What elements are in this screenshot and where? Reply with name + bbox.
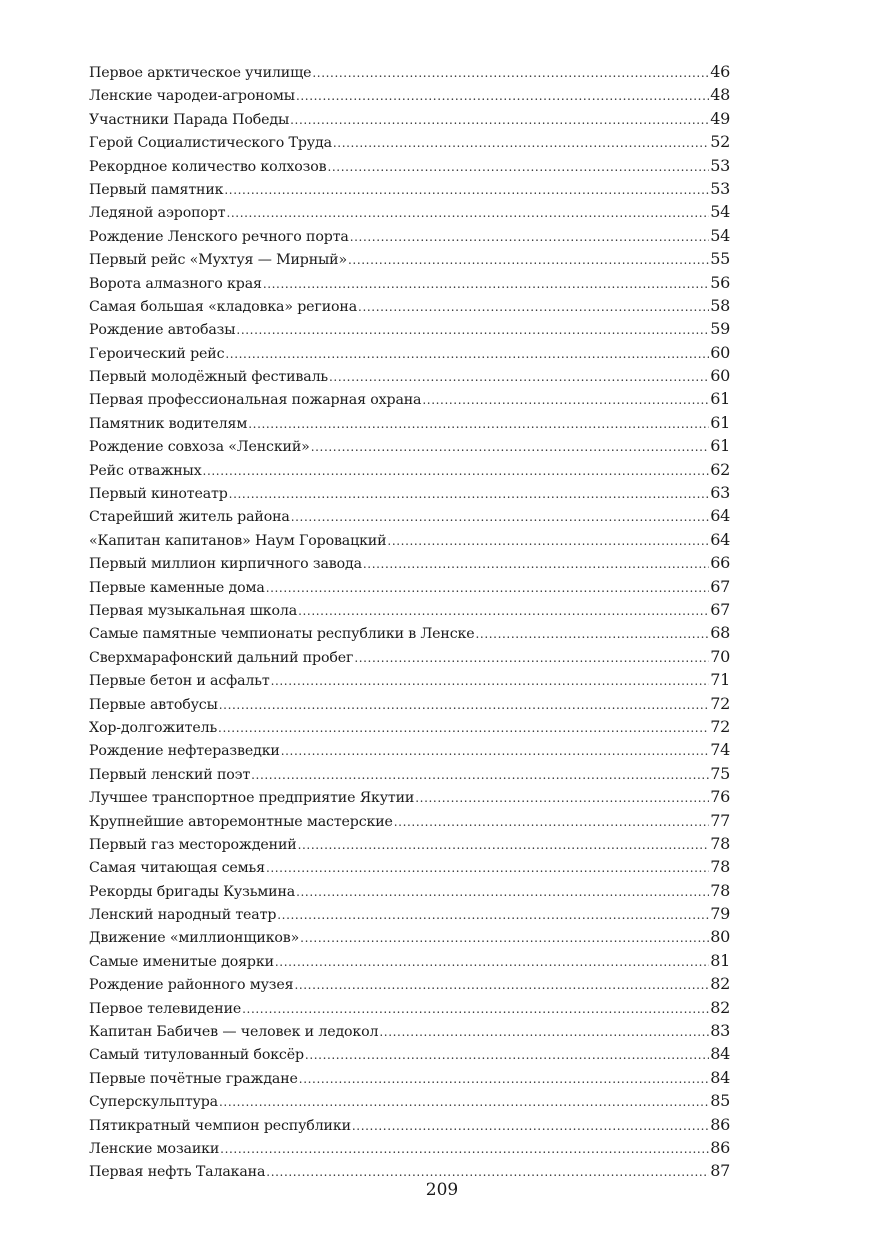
toc-dot-leader (226, 202, 709, 225)
toc-entry-page: 54 (710, 225, 730, 245)
toc-entry-title: Героический рейс (89, 345, 225, 362)
toc-entry-page: 53 (710, 155, 730, 175)
toc-entry (89, 364, 730, 387)
toc-entry-page: 61 (710, 389, 730, 409)
toc-entry-title: Рекорды бригады Кузьмина (89, 883, 296, 900)
toc-entry-page: 86 (710, 1137, 730, 1157)
toc-entry (89, 317, 730, 340)
toc-entry-title: Рейс отважных (89, 462, 202, 479)
toc-dot-leader (358, 296, 709, 319)
toc-entry-title: Ленские чародеи-агрономы (89, 88, 295, 105)
toc-dot-leader (298, 600, 709, 623)
toc-entry-page: 54 (710, 202, 730, 222)
toc-entry (89, 107, 730, 130)
toc-entry-title: Первая профессиональная пожарная охрана (89, 392, 422, 409)
toc-dot-leader (299, 1068, 709, 1091)
toc-entry-page: 75 (710, 763, 730, 783)
toc-entry-title: Капитан Бабичев — человек и ледокол (89, 1024, 379, 1041)
toc-dot-leader (266, 577, 710, 600)
toc-entry-page: 46 (710, 62, 730, 81)
toc-entry-title: Рождение районного музея (89, 977, 294, 994)
toc-entry-page: 63 (710, 483, 730, 503)
toc-entry (89, 949, 730, 972)
toc-dot-leader (298, 834, 710, 857)
toc-entry (89, 762, 730, 785)
toc-entry (89, 224, 730, 247)
toc-dot-leader (248, 413, 709, 436)
toc-entry-page: 58 (710, 295, 730, 315)
toc-entry-page: 64 (710, 529, 730, 549)
toc-entry-title: Рождение автобазы (89, 322, 236, 339)
toc-entry (89, 177, 730, 200)
toc-entry-page: 60 (710, 366, 730, 386)
toc-entry-title: Хор-долгожитель (89, 719, 218, 736)
toc-entry-page: 64 (710, 506, 730, 526)
toc-entry-title: Сверхмарафонский дальний пробег (89, 649, 354, 666)
toc-entry (89, 738, 730, 761)
toc-entry-title: Рекордное количество колхозов (89, 158, 327, 175)
toc-dot-leader (394, 811, 709, 834)
toc-entry (89, 1019, 730, 1042)
toc-entry-title: Первый газ месторождений (89, 836, 297, 853)
toc-entry-page: 55 (710, 249, 730, 269)
toc-entry-page: 77 (710, 810, 730, 830)
toc-entry-page: 84 (710, 1067, 730, 1087)
toc-dot-leader (242, 998, 709, 1021)
toc-dot-leader (294, 974, 709, 997)
toc-dot-leader (296, 881, 709, 904)
toc-entry (89, 458, 730, 481)
toc-entry (89, 645, 730, 668)
toc-dot-leader (281, 740, 710, 763)
toc-entry (89, 271, 730, 294)
toc-entry-page: 61 (710, 412, 730, 432)
toc-dot-leader (422, 389, 709, 412)
toc-entry-page: 82 (710, 997, 730, 1017)
toc-entry (89, 1136, 730, 1159)
toc-entry-page: 66 (710, 553, 730, 573)
toc-entry (89, 130, 730, 153)
toc-dot-leader (218, 717, 709, 740)
toc-entry-title: Ленский народный театр (89, 907, 277, 924)
toc-entry-page: 60 (710, 342, 730, 362)
toc-dot-leader (363, 553, 709, 576)
toc-dot-leader (387, 530, 709, 553)
toc-dot-leader (348, 249, 709, 272)
toc-entry (89, 832, 730, 855)
toc-dot-leader (415, 787, 709, 810)
toc-entry-title: Первые автобусы (89, 696, 218, 713)
toc-entry (89, 1042, 730, 1065)
toc-entry-title: Лучшее транспортное предприятие Якутии (89, 790, 415, 807)
toc-entry-page: 72 (710, 716, 730, 736)
toc-dot-leader (203, 460, 710, 483)
toc-entry (89, 551, 730, 574)
toc-entry-title: Первые каменные дома (89, 579, 265, 596)
toc-entry-page: 82 (710, 974, 730, 994)
toc-entry-page: 78 (710, 880, 730, 900)
toc-dot-leader (476, 623, 710, 646)
toc-entry-page: 48 (710, 85, 730, 105)
toc-entry-page: 67 (710, 599, 730, 619)
toc-entry (89, 434, 730, 457)
toc-dot-leader (305, 1044, 709, 1067)
toc-entry (89, 528, 730, 551)
toc-entry-title: Самые памятные чемпионаты республики в Ленске (89, 626, 475, 643)
toc-dot-leader (229, 483, 710, 506)
toc-entry-title: Первая музыкальная школа (89, 602, 298, 619)
toc-entry (89, 481, 730, 504)
toc-entry-page: 61 (710, 436, 730, 456)
toc-dot-leader (290, 109, 709, 132)
toc-entry-title: Ворота алмазного края (89, 275, 262, 292)
table-of-contents (89, 60, 730, 1183)
toc-entry-page: 83 (710, 1021, 730, 1041)
toc-entry-title: Самая читающая семья (89, 860, 265, 877)
toc-entry (89, 83, 730, 106)
toc-entry-title: Первый кинотеатр (89, 486, 228, 503)
toc-entry-title: Старейший житель района (89, 509, 290, 526)
toc-dot-leader (275, 951, 709, 974)
toc-dot-leader (263, 273, 709, 296)
toc-entry-page: 68 (710, 623, 730, 643)
toc-entry (89, 341, 730, 364)
toc-entry (89, 621, 730, 644)
toc-dot-leader (225, 343, 709, 366)
toc-dot-leader (327, 156, 709, 179)
toc-entry (89, 60, 730, 83)
toc-entry (89, 575, 730, 598)
toc-entry-page: 56 (710, 272, 730, 292)
toc-entry-title: Первые бетон и асфальт (89, 673, 270, 690)
toc-entry-title: Ледяной аэропорт (89, 205, 226, 222)
toc-entry-title: Первый миллион кирпичного завода (89, 556, 362, 573)
toc-entry (89, 785, 730, 808)
toc-entry-title: Первый молодёжный фестиваль (89, 369, 329, 386)
toc-entry-title: Самый титулованный боксёр (89, 1047, 304, 1064)
toc-entry (89, 855, 730, 878)
toc-dot-leader (271, 670, 710, 693)
toc-entry (89, 294, 730, 317)
toc-entry-page: 49 (710, 108, 730, 128)
toc-entry (89, 200, 730, 223)
toc-dot-leader (333, 132, 709, 155)
toc-dot-leader (311, 436, 710, 459)
toc-entry-page: 72 (710, 693, 730, 713)
toc-entry-title: Рождение нефтеразведки (89, 743, 280, 760)
toc-entry-page: 81 (710, 950, 730, 970)
toc-entry (89, 809, 730, 832)
toc-entry (89, 504, 730, 527)
toc-entry-page: 79 (710, 904, 730, 924)
toc-entry-title: Рождение Ленского речного порта (89, 228, 349, 245)
toc-entry-page: 84 (710, 1044, 730, 1064)
toc-entry (89, 1066, 730, 1089)
toc-entry-title: Первые почётные граждане (89, 1070, 298, 1087)
toc-entry-page: 53 (710, 178, 730, 198)
toc-dot-leader (220, 1138, 709, 1161)
toc-entry (89, 925, 730, 948)
toc-entry (89, 692, 730, 715)
toc-entry-title: Движение «миллионщиков» (89, 930, 300, 947)
toc-entry-page: 62 (710, 459, 730, 479)
toc-dot-leader (219, 1091, 709, 1114)
toc-entry-page: 70 (710, 646, 730, 666)
toc-entry-title: Суперскульптура (89, 1094, 218, 1111)
toc-entry (89, 154, 730, 177)
toc-entry-page: 52 (710, 132, 730, 152)
toc-entry (89, 996, 730, 1019)
toc-entry-page: 74 (710, 740, 730, 760)
toc-entry (89, 715, 730, 738)
toc-entry-title: Первое телевидение (89, 1000, 242, 1017)
toc-dot-leader (277, 904, 709, 927)
toc-entry-page: 78 (710, 857, 730, 877)
toc-dot-leader (219, 694, 709, 717)
toc-dot-leader (291, 506, 710, 529)
toc-entry-title: Ленские мозаики (89, 1140, 220, 1157)
toc-entry-title: Самая большая «кладовка» региона (89, 298, 358, 315)
toc-entry (89, 247, 730, 270)
toc-entry-title: Первый ленский поэт (89, 766, 251, 783)
toc-entry-title: Пятикратный чемпион республики (89, 1117, 351, 1134)
toc-entry-title: Первая нефть Талакана (89, 1164, 266, 1181)
toc-entry (89, 972, 730, 995)
toc-dot-leader (236, 319, 709, 342)
toc-entry-title: Первое арктическое училище (89, 65, 312, 81)
toc-entry-page: 76 (710, 787, 730, 807)
toc-entry-title: Первый памятник (89, 181, 224, 198)
toc-dot-leader (224, 179, 709, 202)
toc-entry (89, 1089, 730, 1112)
toc-entry (89, 879, 730, 902)
toc-dot-leader (379, 1021, 709, 1044)
toc-entry (89, 902, 730, 925)
toc-entry-title: Первый рейс «Мухтуя — Мирный» (89, 252, 347, 269)
toc-dot-leader (329, 366, 709, 389)
toc-entry-page: 71 (710, 670, 730, 690)
toc-entry-title: Крупнейшие авторемонтные мастерские (89, 813, 393, 830)
toc-entry-title: «Капитан капитанов» Наум Горовацкий (89, 532, 387, 549)
toc-entry-title: Самые именитые доярки (89, 953, 274, 970)
toc-entry-page: 80 (710, 927, 730, 947)
toc-entry-title: Рождение совхоза «Ленский» (89, 439, 310, 456)
toc-dot-leader (251, 764, 709, 787)
toc-entry-title: Участники Парада Победы (89, 111, 290, 128)
toc-entry-page: 85 (710, 1091, 730, 1111)
toc-dot-leader (352, 1115, 709, 1138)
toc-dot-leader (354, 647, 709, 670)
toc-entry-title: Герой Социалистического Труда (89, 135, 332, 152)
toc-entry (89, 411, 730, 434)
toc-entry (89, 1113, 730, 1136)
toc-entry-page: 87 (710, 1161, 730, 1181)
toc-dot-leader (266, 857, 709, 880)
toc-entry (89, 387, 730, 410)
toc-entry-page: 78 (710, 833, 730, 853)
toc-entry-page: 59 (710, 319, 730, 339)
toc-entry (89, 598, 730, 621)
toc-entry-page: 67 (710, 576, 730, 596)
page-number: 209 (425, 1180, 459, 1200)
toc-dot-leader (296, 85, 709, 108)
toc-entry (89, 668, 730, 691)
toc-entry-title: Памятник водителям (89, 415, 248, 432)
toc-entry-page: 86 (710, 1114, 730, 1134)
toc-dot-leader (300, 927, 709, 950)
toc-dot-leader (312, 62, 709, 85)
toc-dot-leader (350, 226, 710, 249)
